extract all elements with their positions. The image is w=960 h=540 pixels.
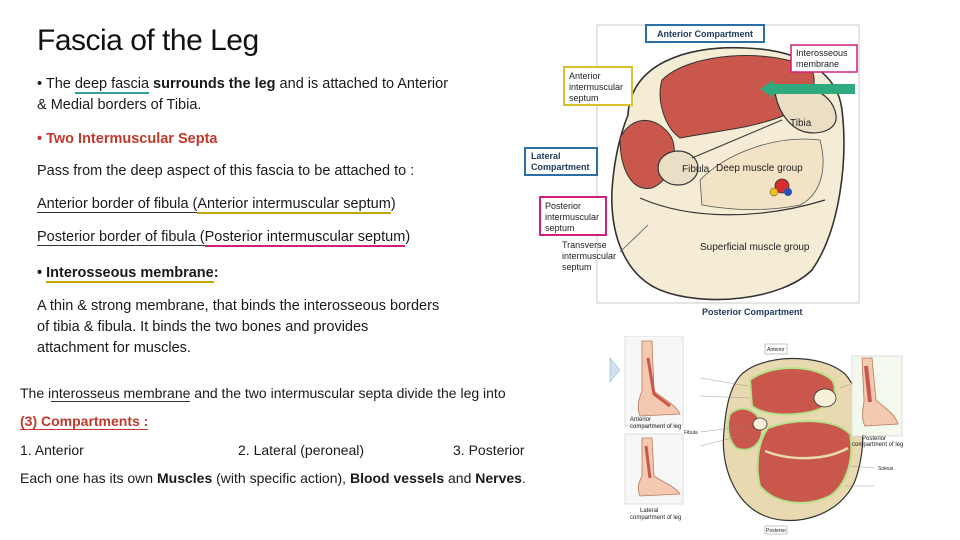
fibula-label: Fibula [684, 430, 698, 436]
post-septum-label-l3: septum [545, 223, 575, 233]
cross-section-diagram [520, 20, 865, 320]
anterior-septum-term: Anterior intermuscular septum [197, 196, 391, 212]
text: The i [20, 385, 52, 401]
foot-posterior-image [852, 356, 902, 436]
text: and is attached to Anterior [275, 76, 449, 92]
text: Anterior border of fibula ( [37, 196, 198, 212]
post-septum-label-l2: intermuscular [545, 212, 600, 222]
muscles-term: Muscles [156, 470, 213, 486]
each-line [20, 468, 526, 489]
ant-septum-label-l2: intermuscular [569, 82, 624, 92]
arrow-icon [610, 358, 620, 382]
nerves-term: Nerves [475, 470, 522, 486]
ant-septum-label-l1: Anterior [569, 71, 601, 81]
interosseous-heading [37, 263, 219, 284]
bullet-deep-fascia [37, 74, 448, 95]
page-title: Fascia of the Leg [37, 24, 259, 57]
foot-anterior-image [625, 336, 683, 426]
posterior-compartment-label: Posterior Compartment [702, 307, 803, 317]
superficial-group-label: Superficial muscle group [700, 242, 810, 253]
tibia-label: Tibia [790, 118, 812, 129]
post-septum-label-l1: Posterior [545, 201, 582, 211]
deep-group-label: Deep muscle group [716, 163, 803, 174]
membrane-term: nterosseus membrane [51, 385, 191, 401]
lateral-label-l2: Compartment [531, 162, 590, 172]
vein-vessel [784, 188, 792, 196]
fibula-label: Fibula [682, 164, 710, 175]
soleus-label: Soleus [878, 466, 894, 472]
text: . [521, 470, 526, 486]
ant-foot-label-l1: Anterior [630, 417, 652, 423]
text: (with specific action), [212, 470, 350, 486]
transverse-label-l3: septum [562, 262, 592, 272]
post-foot-label-l1: Posterior [862, 436, 887, 442]
compartment-item-lateral: 2. Lateral (peroneal) [238, 442, 365, 458]
divide-line [20, 383, 506, 404]
text: Posterior border of fibula ( [37, 229, 205, 245]
septa-heading: • Two Intermuscular Septa [37, 131, 218, 147]
lateral-label-l1: Lateral [531, 151, 561, 161]
compartments-diagram [600, 336, 945, 536]
compartment-item-anterior: 1. Anterior [20, 442, 84, 458]
posterior-group [758, 421, 852, 503]
text: Each one has its own [20, 470, 157, 486]
lat-foot-label-l2: compartment of leg [630, 515, 682, 521]
vessels-term: Blood vessels [349, 470, 445, 486]
interosseous-line3: attachment for muscles. [37, 340, 191, 356]
bullet-deep-fascia-line2: & Medial borders of Tibia. [37, 97, 202, 113]
compartments-heading [20, 411, 148, 432]
interosseous-line1: A thin & strong membrane, that binds the interosseous borders [37, 298, 440, 314]
text: and the two intermuscular septa divide the leg into [190, 385, 506, 401]
deep-fascia-term: deep fascia [74, 76, 150, 92]
text: ) [390, 196, 396, 212]
text: : [213, 265, 219, 281]
nerve-vessel [770, 188, 778, 196]
posterior-tag-label: Posterior [766, 528, 787, 534]
anterior-septum-line [37, 194, 396, 215]
text: ) [405, 229, 411, 245]
transverse-label-l1: Transverse [562, 240, 607, 250]
lat-foot-label-l1: Lateral [640, 508, 659, 514]
anterior-compartment-label: Anterior Compartment [657, 29, 754, 39]
compartments-term: (3) Compartments : [20, 413, 149, 429]
fibula-bone [753, 418, 767, 430]
posterior-septum-line [37, 227, 410, 248]
transverse-label-l2: intermuscular [562, 251, 617, 261]
ant-septum-label-l3: septum [569, 93, 599, 103]
interosseous-label-l1: Interosseous [796, 48, 848, 58]
compartment-item-posterior: 3. Posterior [453, 442, 525, 458]
septa-pass-text: Pass from the deep aspect of this fascia to be attached to : [37, 163, 415, 179]
post-foot-label-l2: compartment of leg [852, 442, 904, 448]
interosseous-label-l2: membrane [796, 59, 840, 69]
interosseous-term: Interosseous membrane [46, 265, 214, 281]
foot-lateral-image [625, 434, 683, 504]
anterior-tag-label: Anterior [767, 347, 785, 353]
ant-foot-label-l2: compartment of leg [630, 424, 682, 430]
text: surrounds the leg [149, 76, 276, 92]
text: and [444, 470, 476, 486]
text: • [37, 265, 47, 281]
interosseous-line2: of tibia & fibula. It binds the two bones and provides [37, 319, 369, 335]
tibia-bone [814, 389, 836, 407]
posterior-septum-term: Posterior intermuscular septum [204, 229, 406, 245]
text: • The [37, 76, 75, 92]
